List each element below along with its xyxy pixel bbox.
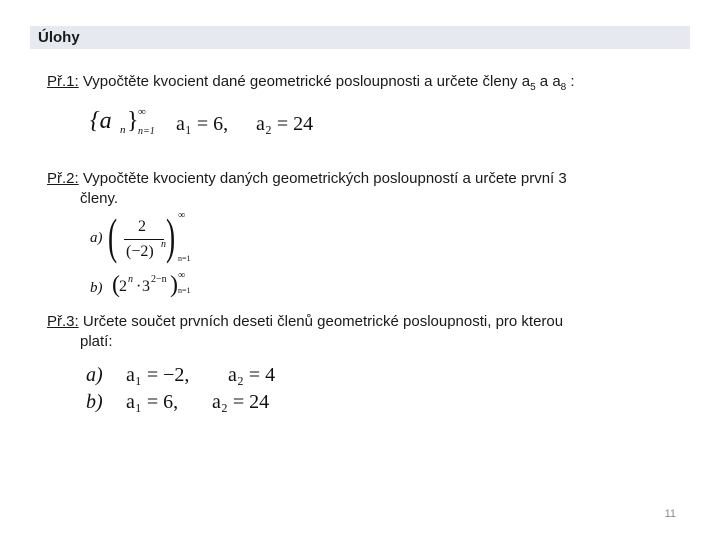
seq-upper: ∞: [138, 106, 146, 118]
part-a-paren-close: ): [166, 208, 176, 264]
line-a-a1: a₁ = −2,: [126, 364, 190, 386]
part-a-lower: n=1: [178, 254, 191, 263]
part-a-denominator: (−2): [126, 243, 154, 260]
task-1-end: :: [566, 73, 575, 90]
task-1-sub-5: 5: [530, 82, 536, 93]
line-b-label: b): [86, 391, 103, 413]
task-3-formulas: [86, 364, 326, 414]
task-2-text: Vypočtěte kvocienty daných geometrických posloupností a určete první 3: [78, 170, 567, 187]
seq-open: {a: [90, 108, 112, 134]
part-b-upper: ∞: [178, 270, 186, 281]
seq-close: }: [127, 108, 139, 134]
task-2: [47, 169, 567, 209]
part-b-exp-1: n: [128, 274, 133, 285]
task-1-label: Př.1:: [47, 73, 79, 90]
a1-value: a₁ = 6,: [176, 113, 229, 135]
seq-index: n: [120, 124, 126, 136]
task-1-text: Vypočtěte kvocient dané geometrické posloupnosti a určete členy a: [78, 73, 531, 90]
header-bar: [30, 26, 690, 49]
part-b-dot: ·: [136, 278, 142, 295]
part-a-den-exp: n: [161, 239, 166, 250]
part-b-exp-2: 2−n: [151, 274, 167, 285]
task-3-text: Určete součet prvních deseti členů geometrické posloupnosti, pro kterou: [78, 313, 564, 330]
task-2-label: Př.2:: [47, 170, 79, 187]
part-a-label: a): [90, 230, 103, 246]
a2-value: a₂ = 24: [256, 113, 314, 135]
line-b-a1: a₁ = 6,: [126, 391, 179, 413]
task-1-sub-8: 8: [560, 82, 567, 93]
part-b-paren-close: ): [170, 272, 178, 298]
task-3-cont: platí:: [80, 333, 113, 350]
part-b-label: b): [90, 280, 103, 296]
part-b-lower: n=1: [178, 286, 191, 295]
task-2-cont: členy.: [80, 190, 119, 207]
part-a-paren-open: (: [108, 208, 118, 264]
task-2-part-b: [90, 272, 220, 300]
task-2-part-a: [90, 208, 220, 268]
line-b-a2: a₂ = 24: [212, 391, 270, 413]
part-a-numerator: 2: [138, 218, 146, 235]
part-a-fraction-bar: [124, 239, 164, 240]
task-3: [47, 312, 563, 352]
task-1-mid: a a: [535, 73, 561, 90]
part-a-upper: ∞: [178, 210, 186, 221]
page-title: Úlohy: [38, 29, 80, 46]
task-1: [47, 72, 575, 98]
task-3-label: Př.3:: [47, 313, 79, 330]
task-1-formula: [90, 108, 350, 142]
part-b-base-1: 2: [119, 278, 127, 295]
line-a-a2: a₂ = 4: [228, 364, 276, 386]
seq-lower: n=1: [138, 126, 155, 137]
line-a-label: a): [86, 364, 103, 386]
page-number: 11: [664, 508, 676, 520]
part-b-base-2: 3: [142, 278, 150, 295]
part-b-paren-open: (: [112, 272, 120, 298]
